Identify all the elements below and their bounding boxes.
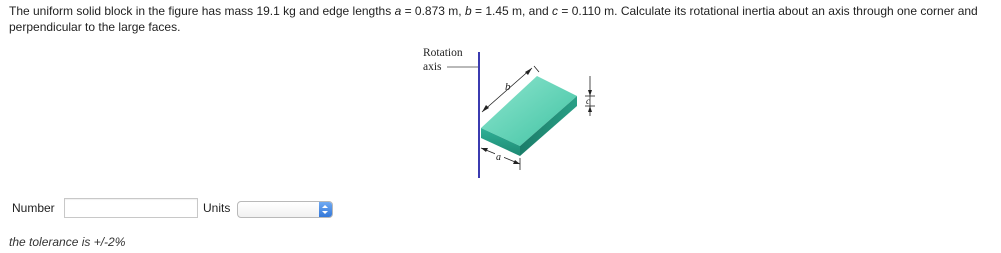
- label-a: a: [496, 152, 501, 163]
- b-tick: [534, 66, 539, 72]
- label-c: c: [586, 96, 590, 106]
- a-arrowhead-start: [481, 148, 488, 152]
- tolerance-note: the tolerance is +/-2%: [9, 235, 126, 249]
- variable-a: a: [394, 4, 402, 18]
- block-figure: [420, 44, 610, 180]
- rotation-label: Rotation: [423, 47, 463, 59]
- answer-row: [12, 198, 352, 222]
- question-text: [9, 3, 999, 35]
- axis-label: axis: [423, 61, 442, 73]
- units-label: Units: [203, 201, 231, 215]
- c-arrowhead-bottom: [588, 106, 592, 112]
- b-arrowhead-end: [525, 68, 532, 75]
- variable-c: c: [552, 4, 559, 18]
- variable-b: b: [464, 4, 472, 18]
- units-select[interactable]: [237, 201, 333, 218]
- block-diagram: [420, 44, 610, 180]
- a-arrowhead-end: [513, 160, 520, 164]
- select-arrows-icon[interactable]: [319, 202, 332, 217]
- number-label: Number: [12, 201, 55, 215]
- label-b: b: [505, 81, 511, 93]
- number-input[interactable]: [64, 198, 198, 218]
- question-text-part: = 1.45 m, and: [471, 4, 553, 18]
- question-text-part: The uniform solid block in the figure has mass 19.1 kg and edge lengths: [9, 4, 395, 18]
- question-text-part: = 0.110 m. Calculate its rotational inertia about an axis through one corner and perpendicular to the large faces.: [9, 4, 978, 34]
- b-arrowhead-start: [482, 105, 489, 112]
- question-text-part: = 0.873 m,: [401, 4, 465, 18]
